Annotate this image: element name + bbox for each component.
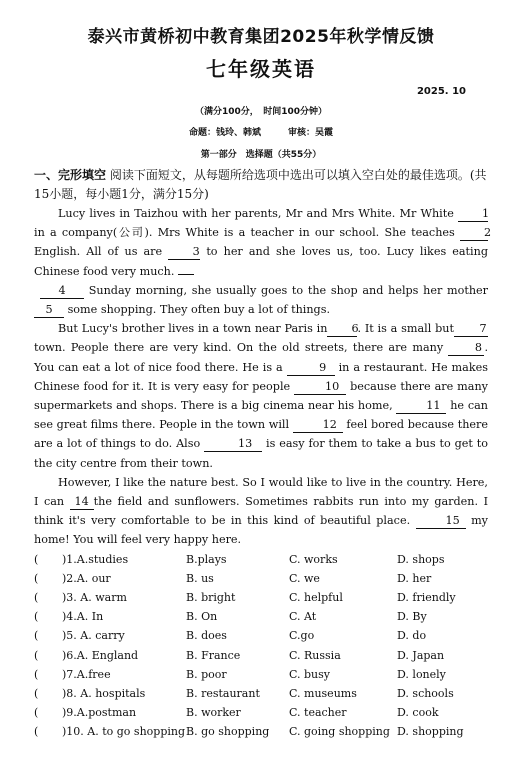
text: is easy for them to take a bus to get to the city centre from their town. [34, 437, 489, 470]
option-b: B. go shopping [186, 725, 270, 739]
text: in a restaurant. He makes Chinese food for it. It is very easy for people [34, 360, 488, 393]
answer-paren[interactable]: ( [34, 706, 39, 720]
text: he can see great films there. People in the town will [34, 399, 488, 432]
answer-paren[interactable]: ( [34, 687, 39, 701]
passage [34, 204, 492, 550]
blank-9[interactable]: 9 [287, 361, 335, 376]
option-d: D. schools [397, 687, 454, 701]
option-a: )4.A. In [62, 610, 104, 624]
answer-paren[interactable]: ( [34, 725, 39, 739]
paragraph-1 [34, 204, 492, 281]
paragraph-3 [34, 319, 488, 473]
option-b: B. On [186, 610, 218, 624]
blank-15[interactable]: 15 [416, 514, 466, 529]
text: Sunday morning, she usually goes to the shop and helps her mother [88, 283, 489, 297]
option-d: D. cook [397, 706, 439, 720]
option-d: D. friendly [397, 591, 456, 605]
text: my home! You will feel very happy here. [34, 514, 488, 547]
option-row [34, 722, 488, 741]
text: to her and she loves us, too. Lucy likes eating Chinese food very much. [34, 245, 488, 278]
option-b: B. France [186, 648, 241, 662]
blank-12[interactable]: 12 [293, 418, 343, 433]
option-row [34, 665, 488, 684]
part-title: 第一部分 选择题（共55分） [200, 150, 322, 160]
option-row [34, 550, 488, 569]
option-a: )7.A.free [62, 667, 111, 681]
option-a: )3. A. warm [62, 591, 127, 605]
option-b: B. poor [186, 667, 227, 681]
text: feel bored because there are a lot of things to do. Also [34, 418, 488, 451]
text: in a company(公司). Mrs White is a teacher in our school. She teaches [34, 226, 455, 240]
score-time-info: （满分100分， 时间100分钟） [194, 107, 328, 117]
option-c: C. At [289, 610, 317, 624]
subject-title: 七年级英语 [206, 57, 316, 81]
answer-paren[interactable]: ( [34, 648, 39, 662]
blank-6[interactable]: 6 [327, 322, 357, 337]
options-list [34, 550, 488, 742]
option-d: D. By [397, 610, 427, 624]
text: the field and sunflowers. Sometimes rabbits run into my garden. I think it's very comfortable to be in this kind of beautiful place. [34, 495, 488, 528]
option-b: B. does [186, 629, 227, 643]
blank-1[interactable]: 1 [458, 207, 488, 222]
option-c: C. going shopping [289, 725, 390, 739]
answer-paren[interactable]: ( [34, 667, 39, 681]
text: Lucy lives in Taizhou with her parents, Mr and Mrs White. Mr White [58, 207, 454, 220]
text: But Lucy's brother lives in a town near Paris in [58, 322, 328, 336]
blank-2[interactable]: 2 [460, 226, 488, 241]
option-d: D. her [397, 571, 432, 585]
blank-11[interactable]: 11 [396, 399, 446, 414]
authors-info: 命题：钱玲、韩斌 审核：吴霞 [188, 128, 333, 138]
paragraph-4 [34, 473, 488, 550]
option-c: C. works [289, 552, 338, 566]
blank-7[interactable]: 7 [454, 322, 488, 337]
option-row [34, 569, 488, 588]
option-b: B. bright [186, 591, 236, 605]
option-d: D. lonely [397, 667, 446, 681]
option-c: C. we [289, 571, 320, 585]
option-a: )6.A. England [62, 648, 139, 662]
option-d: D. Japan [397, 648, 445, 662]
text: However, I like the nature best. So I would like to live in the country. Here, I can [34, 475, 488, 509]
option-row [34, 684, 488, 703]
text: because there are many supermarkets and shops. There is a big cinema near his home, [34, 379, 488, 413]
blank-10[interactable]: 10 [294, 380, 346, 395]
option-b: B. worker [186, 706, 241, 720]
school-title: 泰兴市黄桥初中教育集团2025年秋学情反馈 [87, 27, 435, 47]
text: English. All of us are [34, 245, 163, 259]
option-c: C. Russia [289, 648, 341, 662]
option-a: )10. A. to go shopping [62, 725, 185, 739]
option-d: D. shops [397, 552, 445, 566]
paragraph-2 [34, 281, 488, 319]
blank-8[interactable]: 8 [448, 341, 484, 356]
option-a: )2.A. our [62, 571, 111, 585]
blank-3[interactable]: 3 [168, 245, 200, 260]
option-a: )8. A. hospitals [62, 687, 146, 701]
answer-paren[interactable]: ( [34, 552, 39, 566]
section-title: 一、完形填空 [34, 168, 107, 182]
option-c: C. busy [289, 667, 331, 681]
option-row [34, 646, 488, 665]
option-a: )9.A.postman [62, 706, 137, 720]
blank-14[interactable]: 14 [70, 495, 94, 510]
option-row [34, 626, 488, 645]
text: town. People there are very kind. On the old streets, there are many [34, 341, 444, 355]
option-c: C. teacher [289, 706, 347, 720]
exam-date: 2025. 10 [416, 86, 466, 97]
option-b: B. us [186, 571, 214, 585]
option-c: C. helpful [289, 591, 343, 605]
option-d: D. shopping [397, 725, 464, 739]
blank-5[interactable]: 5 [34, 303, 64, 318]
text: . It is a small but [357, 322, 454, 336]
text: some shopping. They often buy a lot of things. [67, 303, 331, 317]
answer-paren[interactable]: ( [34, 571, 39, 585]
option-b: B. restaurant [186, 687, 260, 701]
option-row [34, 703, 488, 722]
option-c: C. museums [289, 687, 357, 701]
answer-paren[interactable]: ( [34, 610, 39, 624]
option-row [34, 588, 488, 607]
option-b: B.plays [186, 552, 227, 566]
section-instruction: 阅读下面短文，从每题所给选项中选出可以填入空白处的最佳选项。(共15小题，每小题1分，满分15分) [34, 168, 487, 201]
option-a: )1.A.studies [62, 552, 129, 566]
option-row [34, 607, 488, 626]
option-a: )5. A. carry [62, 629, 125, 643]
option-d: D. do [397, 629, 427, 643]
blank-4[interactable]: 4 [40, 284, 84, 299]
blank-3-underline [178, 274, 194, 275]
answer-paren[interactable]: ( [34, 629, 39, 643]
answer-paren[interactable]: ( [34, 591, 39, 605]
option-c: C.go [289, 629, 315, 643]
section-heading [34, 166, 488, 204]
blank-13[interactable]: 13 [204, 437, 262, 452]
text: . You can eat a lot of nice food there. He is a [34, 341, 488, 374]
